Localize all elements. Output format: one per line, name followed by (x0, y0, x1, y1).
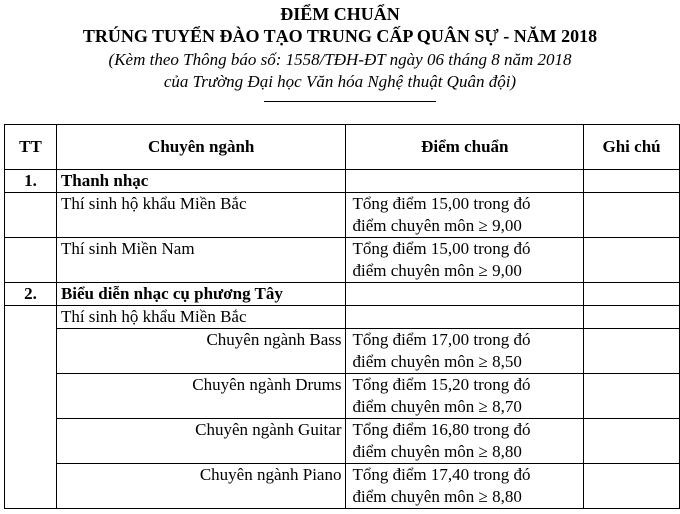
score-line2: điểm chuyên môn ≥ 9,00 (352, 216, 522, 235)
major-cell: Chuyên ngành Piano (56, 464, 346, 509)
table-row (5, 193, 680, 238)
table-row (5, 238, 680, 283)
note-cell (584, 238, 680, 283)
score-line1: Tổng điểm 15,00 trong đó (352, 194, 531, 213)
score-cell (346, 193, 584, 238)
section-name: Biểu diễn nhạc cụ phương Tây (56, 283, 346, 306)
group-row (5, 306, 680, 329)
score-cell (346, 238, 584, 283)
section-number: 1. (5, 170, 57, 193)
document-title: ĐIỂM CHUẨN (280, 4, 400, 24)
score-cell (346, 464, 584, 509)
table-row (5, 464, 680, 509)
score-cell (346, 306, 584, 329)
score-cell (346, 170, 584, 193)
tt-cell (5, 306, 57, 509)
column-header-major: Chuyên ngành (56, 125, 346, 170)
score-line2: điểm chuyên môn ≥ 8,80 (352, 442, 522, 461)
note-cell (584, 283, 680, 306)
tt-cell (5, 193, 57, 238)
group-label: Thí sinh hộ khẩu Miền Bắc (56, 306, 346, 329)
major-cell: Thí sinh hộ khẩu Miền Bắc (56, 193, 346, 238)
column-header-tt: TT (5, 125, 57, 170)
note-cell (584, 464, 680, 509)
score-line2: điểm chuyên môn ≥ 8,50 (352, 352, 522, 371)
score-line1: Tổng điểm 16,80 trong đó (352, 420, 531, 439)
tt-cell (5, 238, 57, 283)
score-cell (346, 374, 584, 419)
score-line2: điểm chuyên môn ≥ 8,80 (352, 487, 522, 506)
reference-note-line1: (Kèm theo Thông báo số: 1558/TĐH-ĐT ngày 06 tháng 8 năm 2018 (108, 50, 572, 69)
section-row-bieu-dien-nhac-cu (5, 283, 680, 306)
table-row (5, 329, 680, 374)
header-divider (264, 101, 436, 102)
section-number: 2. (5, 283, 57, 306)
column-header-score: Điểm chuẩn (346, 125, 584, 170)
document-subtitle: TRÚNG TUYỂN ĐÀO TẠO TRUNG CẤP QUÂN SỰ - NĂM 2018 (82, 26, 598, 46)
note-cell (584, 170, 680, 193)
table-row (5, 374, 680, 419)
section-name: Thanh nhạc (56, 170, 346, 193)
note-cell (584, 374, 680, 419)
note-cell (584, 329, 680, 374)
score-line1: Tổng điểm 17,40 trong đó (352, 465, 531, 484)
score-line1: Tổng điểm 17,00 trong đó (352, 330, 531, 349)
score-line2: điểm chuyên môn ≥ 8,70 (352, 397, 522, 416)
score-line1: Tổng điểm 15,20 trong đó (352, 375, 531, 394)
major-cell: Thí sinh Miền Nam (56, 238, 346, 283)
reference-note-line2: của Trường Đại học Văn hóa Nghệ thuật Quân đội) (163, 72, 517, 91)
score-cell (346, 419, 584, 464)
score-cell (346, 329, 584, 374)
note-cell (584, 193, 680, 238)
score-line2: điểm chuyên môn ≥ 9,00 (352, 261, 522, 280)
admission-scores-table (4, 124, 680, 509)
table-row (5, 419, 680, 464)
table-header-row (5, 125, 680, 170)
score-cell (346, 283, 584, 306)
section-row-thanh-nhac (5, 170, 680, 193)
major-cell: Chuyên ngành Bass (56, 329, 346, 374)
major-cell: Chuyên ngành Guitar (56, 419, 346, 464)
score-line1: Tổng điểm 15,00 trong đó (352, 239, 531, 258)
major-cell: Chuyên ngành Drums (56, 374, 346, 419)
column-header-note: Ghi chú (584, 125, 680, 170)
note-cell (584, 306, 680, 329)
note-cell (584, 419, 680, 464)
